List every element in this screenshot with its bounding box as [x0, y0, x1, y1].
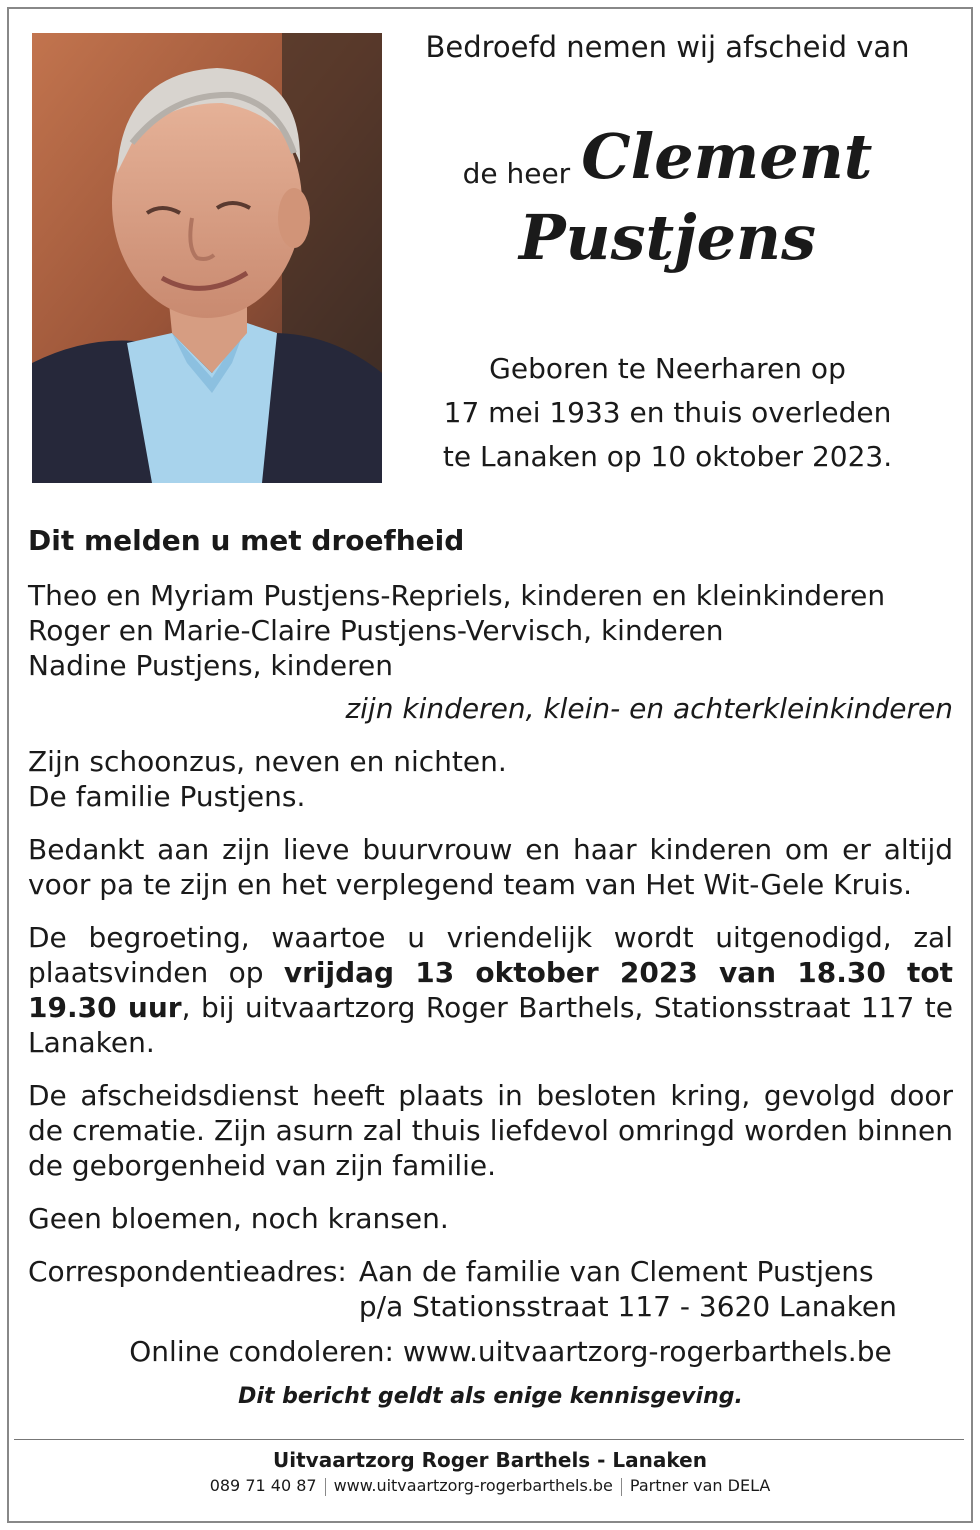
intro-text: Bedroefd nemen wij afscheid van	[425, 30, 910, 64]
relatives	[28, 744, 953, 814]
family-member: Nadine Pustjens, kinderen	[28, 649, 393, 682]
company-name: Uitvaartzorg Roger Barthels - Lanaken	[273, 1448, 707, 1472]
portrait-photo	[32, 33, 382, 483]
correspondence-line: Aan de familie van Clement Pustjens	[358, 1255, 874, 1288]
relatives-line: De familie Pustjens.	[28, 780, 306, 813]
correspondence-address	[28, 1254, 953, 1324]
service-paragraph: De afscheidsdienst heeft plaats in besloten kring, gevolgd door de crematie. Zijn asurn zal thuis liefdevol omringd worden binnen de geborgenheid van zijn familie.	[28, 1079, 953, 1182]
greeting-paragraph	[28, 920, 953, 1060]
announcement-body	[28, 523, 953, 1414]
separator	[621, 1478, 622, 1496]
notice-text: Dit bericht geldt als enige kennisgeving.	[238, 1384, 743, 1409]
greeting-text: De begroeting, waartoe u vriendelijk wordt uitgenodigd, zal plaatsvinden op	[28, 921, 953, 989]
footer	[0, 1448, 980, 1496]
family-member: Roger en Marie-Claire Pustjens-Vervisch, kinderen	[28, 614, 724, 647]
footer-divider	[14, 1439, 964, 1440]
website-link[interactable]: www.uitvaartzorg-rogerbarthels.be	[333, 1476, 613, 1495]
correspondence-lines	[359, 1254, 897, 1324]
birth-death-info	[405, 347, 930, 479]
born-line: Geboren te Neerharen op	[489, 352, 846, 385]
body-heading: Dit melden u met droefheid	[28, 524, 465, 557]
deceased-name	[405, 120, 930, 274]
born-line: 17 mei 1933 en thuis overleden	[443, 396, 892, 429]
correspondence-label: Correspondentieadres:	[28, 1255, 347, 1288]
family-list	[28, 578, 953, 726]
online-condolence[interactable]: Online condoleren: www.uitvaartzorg-rogerbarthels.be	[129, 1335, 892, 1368]
contact-info	[0, 1476, 980, 1496]
phone-number[interactable]: 089 71 40 87	[209, 1476, 317, 1495]
thanks-paragraph: Bedankt aan zijn lieve buurvrouw en haar kinderen om er altijd voor pa te zijn en het verplegend team van Het Wit-Gele Kruis.	[28, 833, 953, 901]
separator	[325, 1478, 326, 1496]
relatives-line: Zijn schoonzus, neven en nichten.	[28, 745, 507, 778]
title-prefix: de heer	[462, 157, 571, 190]
last-name: Pustjens	[518, 201, 817, 274]
greeting-location: , bij uitvaartzorg Roger Barthels, Stationsstraat 117 te Lanaken.	[28, 991, 953, 1059]
born-line: te Lanaken op 10 oktober 2023.	[442, 440, 893, 473]
partner-text: Partner van DELA	[629, 1476, 771, 1495]
first-name: Clement	[581, 120, 873, 193]
greeting-date: vrijdag 13 oktober 2023 van 18.30 tot 19.30 uur	[28, 956, 954, 1024]
correspondence-line: p/a Stationsstraat 117 - 3620 Lanaken	[358, 1290, 897, 1323]
family-summary: zijn kinderen, klein- en achterkleinkinderen	[345, 692, 953, 725]
no-flowers: Geen bloemen, noch kransen.	[28, 1202, 449, 1235]
family-member: Theo en Myriam Pustjens-Repriels, kinderen en kleinkinderen	[28, 579, 886, 612]
